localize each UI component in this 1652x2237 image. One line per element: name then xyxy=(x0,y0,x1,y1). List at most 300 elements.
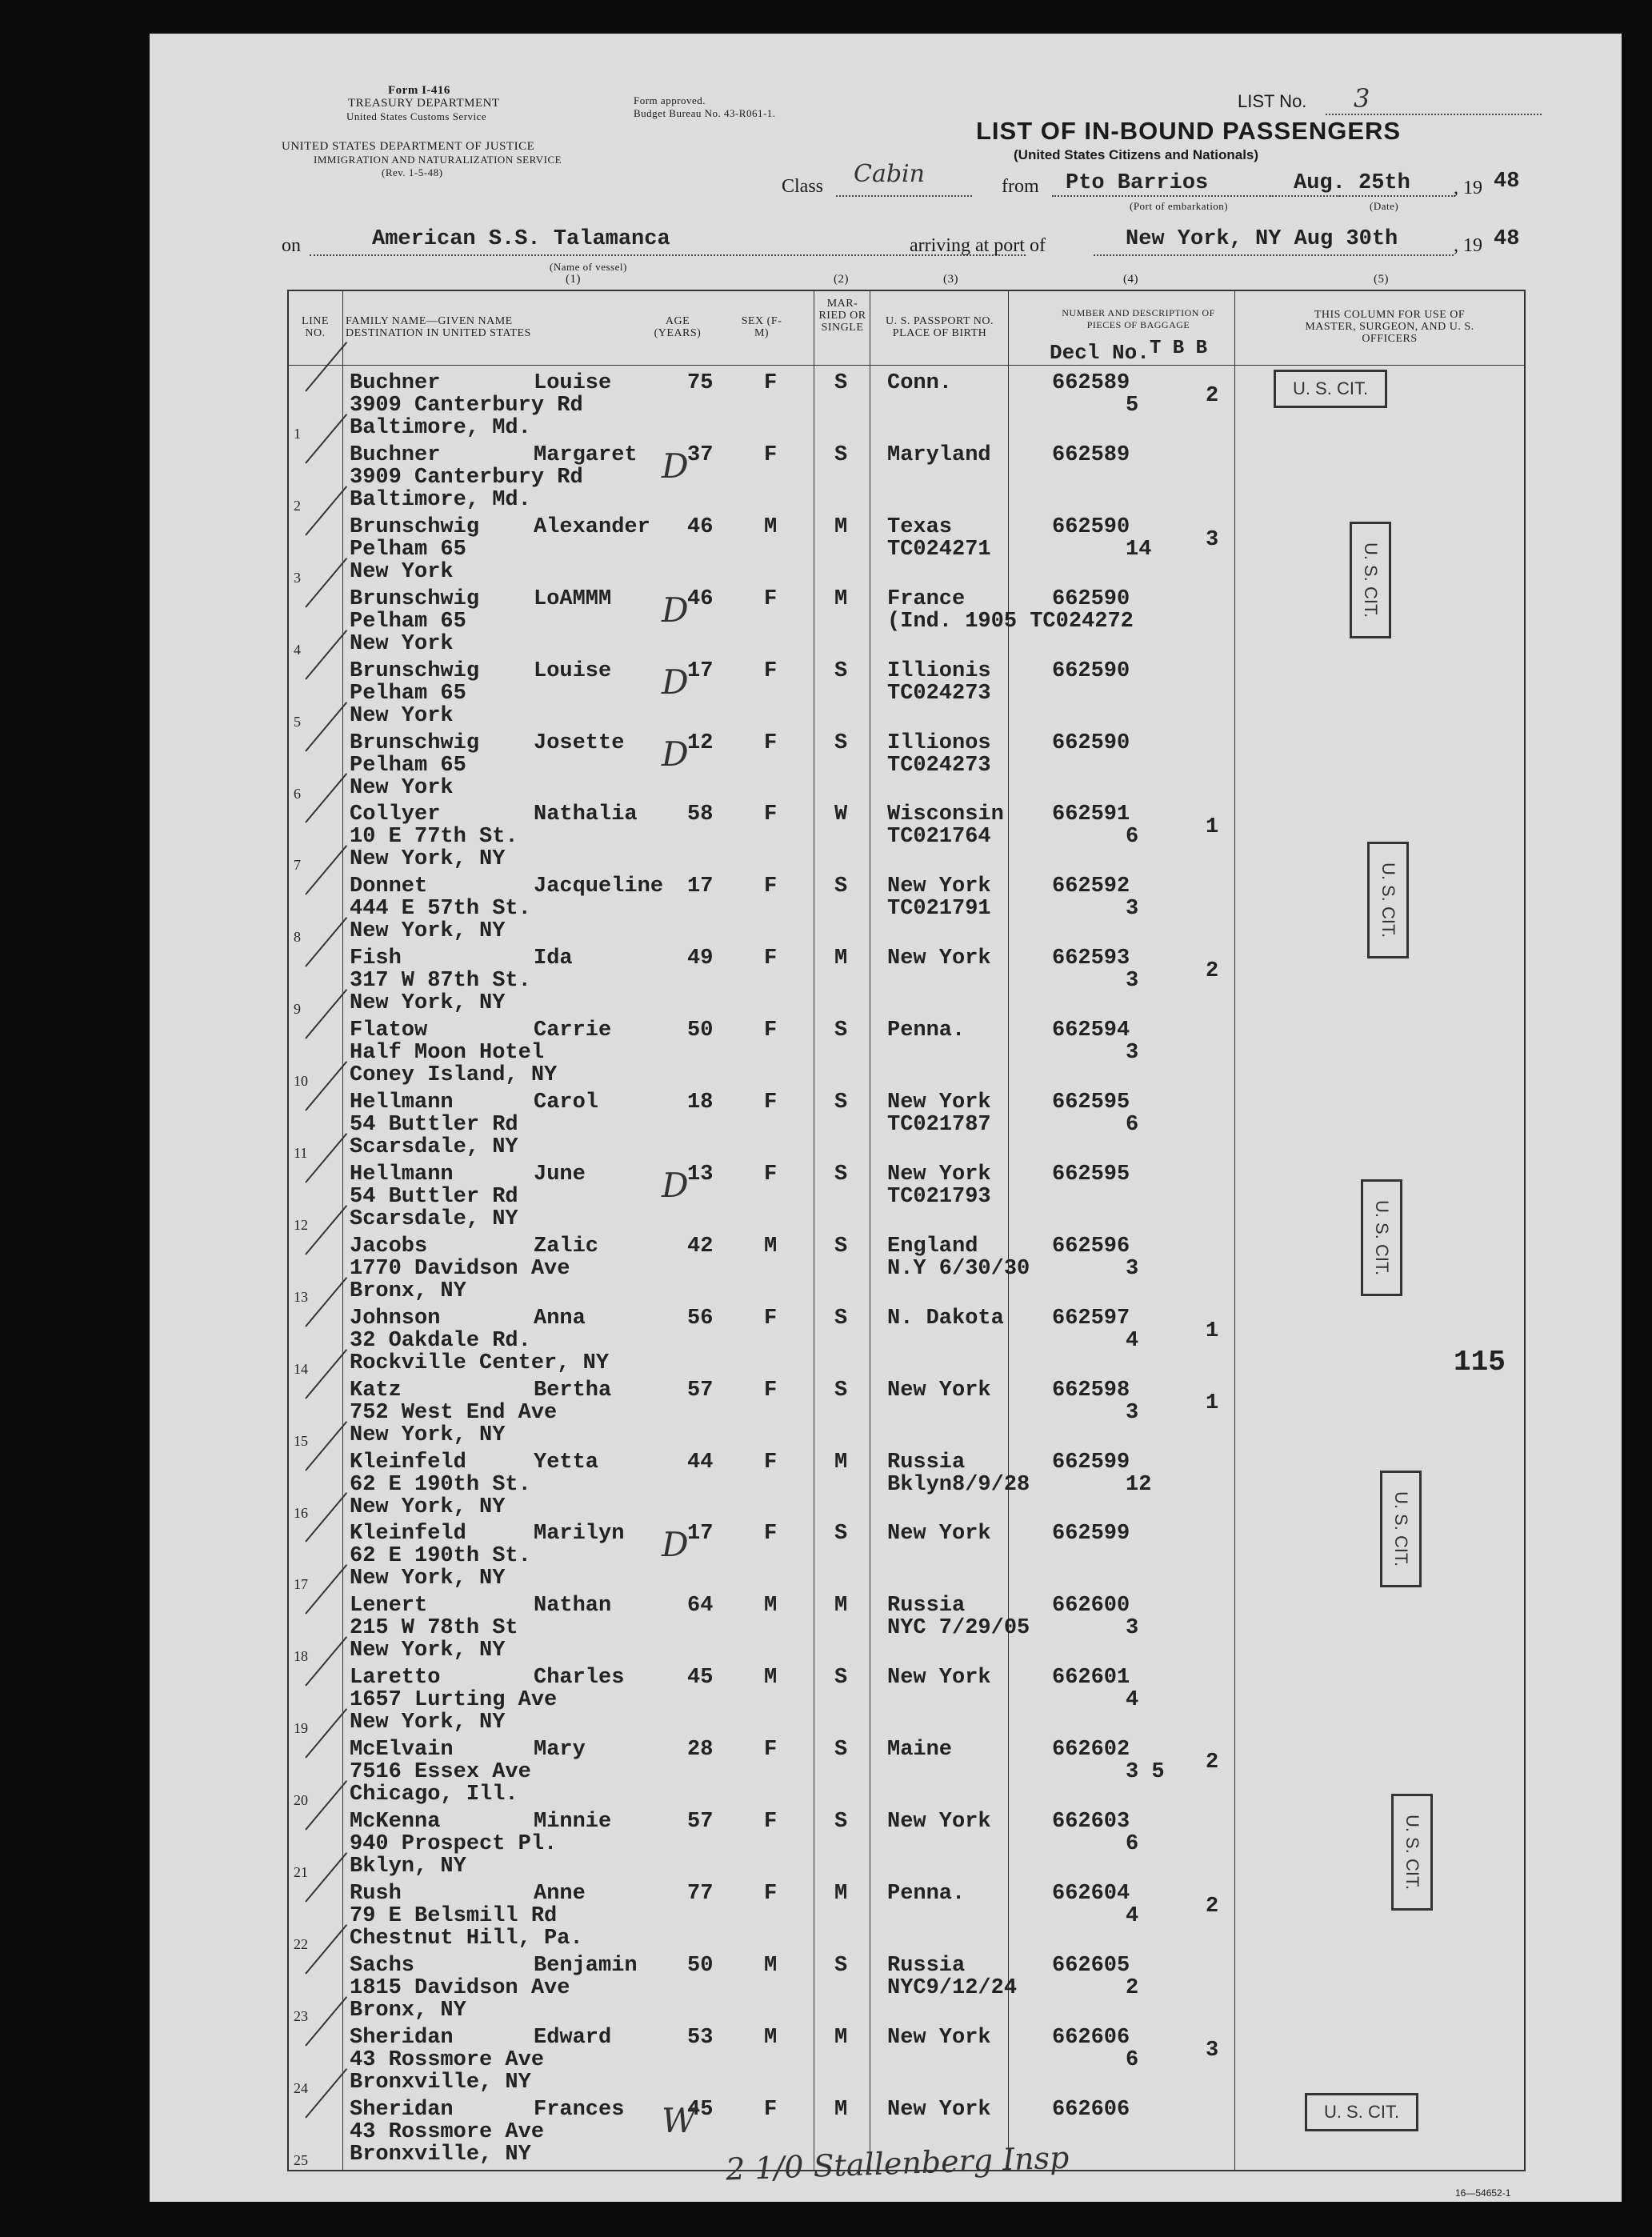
sex: F xyxy=(764,1090,778,1114)
table-row xyxy=(150,1014,1622,1090)
passport-number: TC021791 xyxy=(887,897,991,922)
from-label: from xyxy=(1002,176,1039,197)
inspector-mark: D xyxy=(662,590,689,630)
passport-number: TC024273 xyxy=(887,681,991,706)
address-line-2: Baltimore, Md. xyxy=(350,487,531,512)
baggage-trunks: 14 xyxy=(1126,537,1152,562)
address-line-1: 7516 Essex Ave xyxy=(350,1760,531,1785)
declaration-number: 662589 xyxy=(1052,371,1130,395)
family-name: Brunschwig xyxy=(350,586,480,611)
line-number: 15 xyxy=(294,1432,308,1449)
sex: F xyxy=(764,1018,778,1043)
given-name: Louise xyxy=(534,658,612,683)
address-line-2: Bronx, NY xyxy=(350,1998,466,2023)
sex: M xyxy=(764,1234,778,1259)
baggage-bags: 3 xyxy=(1206,527,1219,552)
class-value: Cabin xyxy=(854,160,925,188)
header-baggage-sub: T B B xyxy=(1150,338,1208,359)
form-number: Form I-416 xyxy=(388,84,450,97)
address-line-1: 54 Buttler Rd xyxy=(350,1184,518,1209)
marital-status: M xyxy=(834,2097,848,2122)
declaration-number: 662595 xyxy=(1052,1162,1130,1187)
inspector-mark: D xyxy=(662,734,689,774)
birthplace: New York xyxy=(887,2025,991,2050)
line-number: 18 xyxy=(294,1648,308,1665)
column-number: (1) xyxy=(566,273,581,286)
birthplace: Russia xyxy=(887,1953,966,1978)
list-label: LIST No. xyxy=(1238,91,1307,111)
table-row xyxy=(150,1589,1622,1665)
given-name: Jacqueline xyxy=(534,874,664,899)
marital-status: M xyxy=(834,1594,848,1619)
declaration-number: 662590 xyxy=(1052,586,1130,611)
birthplace: Illionos xyxy=(887,730,991,755)
declaration-number: 662599 xyxy=(1052,1522,1130,1547)
given-name: Nathan xyxy=(534,1594,612,1619)
line-number: 1 xyxy=(294,426,301,442)
arrival-year-suffix: 48 xyxy=(1494,227,1520,251)
baggage-trunks: 4 xyxy=(1126,1328,1139,1353)
age: 44 xyxy=(687,1450,714,1475)
marital-status: S xyxy=(834,1090,848,1114)
age: 46 xyxy=(687,514,714,539)
ins-service: IMMIGRATION AND NATURALIZATION SERVICE xyxy=(314,154,562,166)
age: 64 xyxy=(687,1594,714,1619)
address-line-2: Bklyn, NY xyxy=(350,1855,466,1879)
given-name: Yetta xyxy=(534,1450,599,1475)
age: 50 xyxy=(687,1018,714,1043)
age: 45 xyxy=(687,2097,714,2122)
given-name: Josette xyxy=(534,730,625,755)
line-number: 17 xyxy=(294,1576,308,1593)
marital-status: S xyxy=(834,1953,848,1978)
header-name: FAMILY NAME—GIVEN NAME DESTINATION IN UNITED STATES xyxy=(346,315,531,339)
line-number: 3 xyxy=(294,569,301,586)
sex: F xyxy=(764,1738,778,1763)
table-row xyxy=(150,1661,1622,1737)
address-line-1: Pelham 65 xyxy=(350,753,466,778)
address-line-1: 32 Oakdale Rd. xyxy=(350,1328,531,1353)
declaration-number: 662590 xyxy=(1052,658,1130,683)
baggage-trunks: 3 5 xyxy=(1126,1760,1165,1785)
marital-status: M xyxy=(834,1450,848,1475)
declaration-number: 662604 xyxy=(1052,1881,1130,1906)
marital-status: M xyxy=(834,586,848,611)
given-name: Anne xyxy=(534,1881,586,1906)
inspector-mark: D xyxy=(662,662,689,702)
declaration-number: 662596 xyxy=(1052,1234,1130,1259)
line-number: 4 xyxy=(294,641,301,658)
line-number: 10 xyxy=(294,1073,308,1090)
baggage-trunks: 3 xyxy=(1126,1616,1139,1641)
declaration-number: 662597 xyxy=(1052,1306,1130,1331)
arrival-underline xyxy=(1094,254,1454,256)
header-bottom-border xyxy=(287,365,1526,366)
birthplace: New York xyxy=(887,946,991,971)
table-row xyxy=(150,726,1622,802)
address-line-2: New York, NY xyxy=(350,1567,506,1591)
line-number: 20 xyxy=(294,1792,308,1809)
given-name: LoAMMM xyxy=(534,586,612,611)
line-number: 21 xyxy=(294,1864,308,1880)
baggage-bags: 3 xyxy=(1206,2038,1219,2063)
address-line-2: New York, NY xyxy=(350,919,506,944)
table-row xyxy=(150,1949,1622,2024)
birthplace: New York xyxy=(887,874,991,899)
given-name: Alexander xyxy=(534,514,650,539)
us-citizen-stamp: U. S. CIT. xyxy=(1367,842,1409,958)
marital-status: M xyxy=(834,514,848,539)
table-row xyxy=(150,1302,1622,1377)
baggage-trunks: 5 xyxy=(1126,394,1139,418)
table-row xyxy=(150,654,1622,730)
sex: F xyxy=(764,946,778,971)
address-line-1: 54 Buttler Rd xyxy=(350,1113,518,1137)
line-number: 24 xyxy=(294,2079,308,2096)
birthplace: New York xyxy=(887,1162,991,1187)
family-name: Donnet xyxy=(350,874,428,899)
family-name: Buchner xyxy=(350,442,441,467)
table-row xyxy=(150,1086,1622,1161)
inspector-mark: D xyxy=(662,446,689,486)
header-age: AGE (YEARS) xyxy=(654,315,702,339)
line-number: 2 xyxy=(294,497,301,514)
declaration-number: 662606 xyxy=(1052,2025,1130,2050)
baggage-bags: 1 xyxy=(1206,815,1219,840)
address-line-2: Baltimore, Md. xyxy=(350,416,531,440)
age: 56 xyxy=(687,1306,714,1331)
header-married: MAR-RIED OR SINGLE xyxy=(818,298,866,334)
baggage-trunks: 4 xyxy=(1126,1903,1139,1928)
sex: M xyxy=(764,1594,778,1619)
marital-status: S xyxy=(834,1162,848,1187)
baggage-trunks: 3 xyxy=(1126,1041,1139,1066)
column-number: (2) xyxy=(834,273,849,286)
marital-status: M xyxy=(834,946,848,971)
age: 18 xyxy=(687,1090,714,1114)
baggage-trunks: 3 xyxy=(1126,1400,1139,1425)
baggage-trunks: 6 xyxy=(1126,1832,1139,1856)
sex: F xyxy=(764,1810,778,1834)
baggage-bags: 2 xyxy=(1206,959,1219,984)
age: 13 xyxy=(687,1162,714,1187)
list-number: 3 xyxy=(1354,83,1370,114)
line-number: 19 xyxy=(294,1720,308,1737)
birthplace: New York xyxy=(887,1090,991,1114)
on-label: on xyxy=(282,235,301,256)
given-name: Zalic xyxy=(534,1234,599,1259)
family-name: Lenert xyxy=(350,1594,428,1619)
declaration-number: 662594 xyxy=(1052,1018,1130,1043)
sex: F xyxy=(764,874,778,899)
us-citizen-stamp: U. S. CIT. xyxy=(1350,522,1391,638)
declaration-number: 662590 xyxy=(1052,514,1130,539)
birthplace: Maryland xyxy=(887,442,991,467)
age: 58 xyxy=(687,802,714,827)
given-name: Bertha xyxy=(534,1378,612,1403)
header-sex: SEX (F-M) xyxy=(741,315,782,339)
line-number: 13 xyxy=(294,1288,308,1305)
age: 50 xyxy=(687,1953,714,1978)
sex: F xyxy=(764,1306,778,1331)
line-number: 6 xyxy=(294,785,301,802)
passport-number: TC021793 xyxy=(887,1184,991,1209)
declaration-number: 662593 xyxy=(1052,946,1130,971)
birthplace: Penna. xyxy=(887,1881,966,1906)
birthplace: Illionis xyxy=(887,658,991,683)
family-name: Sheridan xyxy=(350,2025,454,2050)
family-name: Kleinfeld xyxy=(350,1522,466,1547)
check-mark xyxy=(305,342,347,392)
age: 57 xyxy=(687,1810,714,1834)
birthplace: Wisconsin xyxy=(887,802,1004,827)
baggage-bags: 2 xyxy=(1206,1894,1219,1919)
declaration-number: 662589 xyxy=(1052,442,1130,467)
declaration-number: 662606 xyxy=(1052,2097,1130,2122)
given-name: Carol xyxy=(534,1090,599,1114)
given-name: Margaret xyxy=(534,442,638,467)
passport-number: TC024271 xyxy=(887,537,991,562)
birthplace: France xyxy=(887,586,966,611)
family-name: McKenna xyxy=(350,1810,441,1834)
address-line-1: 1657 Lurting Ave xyxy=(350,1688,558,1713)
sex: F xyxy=(764,802,778,827)
list-underline xyxy=(1326,114,1542,115)
inspector-mark: W xyxy=(662,2100,697,2140)
address-line-1: 215 W 78th St xyxy=(350,1616,518,1641)
marital-status: S xyxy=(834,1378,848,1403)
address-line-1: Pelham 65 xyxy=(350,609,466,634)
birthplace: England xyxy=(887,1234,978,1259)
declaration-number: 662601 xyxy=(1052,1666,1130,1691)
address-line-1: 3909 Canterbury Rd xyxy=(350,394,583,418)
address-line-2: New York, NY xyxy=(350,1639,506,1663)
birthplace: New York xyxy=(887,1666,991,1691)
baggage-trunks: 12 xyxy=(1126,1472,1152,1497)
arrival-port-date: New York, NY Aug 30th xyxy=(1126,227,1398,251)
baggage-trunks: 3 xyxy=(1126,897,1139,922)
birthplace: N. Dakota xyxy=(887,1306,1004,1331)
given-name: Edward xyxy=(534,2025,612,2050)
inspector-mark: D xyxy=(662,1165,689,1205)
passport-number: TC021764 xyxy=(887,825,991,850)
line-number: 14 xyxy=(294,1360,308,1377)
arrival-year-prefix: , 19 xyxy=(1454,235,1482,256)
age: 37 xyxy=(687,442,714,467)
address-line-1: 62 E 190th St. xyxy=(350,1472,531,1497)
marital-status: S xyxy=(834,1234,848,1259)
sex: F xyxy=(764,2097,778,2122)
address-line-2: New York xyxy=(350,703,454,728)
table-top-border xyxy=(287,290,1526,291)
address-line-2: New York xyxy=(350,559,454,584)
arriving-label: arriving at port of xyxy=(910,235,1046,256)
sex: F xyxy=(764,1450,778,1475)
given-name: Marilyn xyxy=(534,1522,625,1547)
declaration-number: 662599 xyxy=(1052,1450,1130,1475)
address-line-1: 940 Prospect Pl. xyxy=(350,1832,558,1856)
header-decl: Decl No. xyxy=(1050,341,1150,365)
year-suffix: 48 xyxy=(1494,170,1520,194)
family-name: Kleinfeld xyxy=(350,1450,466,1475)
given-name: Mary xyxy=(534,1738,586,1763)
birthplace: Penna. xyxy=(887,1018,966,1043)
address-line-2: New York xyxy=(350,631,454,656)
approval-line-1: Form approved. xyxy=(634,94,706,106)
address-line-1: Pelham 65 xyxy=(350,537,466,562)
address-line-2: Chicago, Ill. xyxy=(350,1783,518,1807)
sex: F xyxy=(764,586,778,611)
given-name: Nathalia xyxy=(534,802,638,827)
family-name: Buchner xyxy=(350,371,441,395)
age: 17 xyxy=(687,658,714,683)
address-line-1: 752 West End Ave xyxy=(350,1400,558,1425)
marital-status: S xyxy=(834,1810,848,1834)
address-line-1: 43 Rossmore Ave xyxy=(350,2047,545,2072)
header-line-no: LINE NO. xyxy=(302,315,329,339)
address-line-1: 43 Rossmore Ave xyxy=(350,2119,545,2144)
address-line-2: Coney Island, NY xyxy=(350,1063,558,1088)
family-name: Sachs xyxy=(350,1953,415,1978)
age: 12 xyxy=(687,730,714,755)
line-number: 22 xyxy=(294,1935,308,1952)
family-name: Brunschwig xyxy=(350,730,480,755)
given-name: June xyxy=(534,1162,586,1187)
passport-number: NYC 7/29/05 xyxy=(887,1616,1030,1641)
address-line-2: New York, NY xyxy=(350,1711,506,1735)
sex: M xyxy=(764,1666,778,1691)
us-citizen-stamp: U. S. CIT. xyxy=(1380,1471,1422,1587)
marital-status: M xyxy=(834,2025,848,2050)
birthplace: Conn. xyxy=(887,371,953,395)
marital-status: S xyxy=(834,442,848,467)
address-line-2: Chestnut Hill, Pa. xyxy=(350,1926,583,1951)
year-prefix: , 19 xyxy=(1454,178,1482,198)
sex: F xyxy=(764,1522,778,1547)
class-label: Class xyxy=(782,176,824,197)
address-line-1: 444 E 57th St. xyxy=(350,897,531,922)
family-name: Hellmann xyxy=(350,1090,454,1114)
margin-number: 115 xyxy=(1454,1346,1506,1379)
table-row xyxy=(150,2021,1622,2096)
family-name: Sheridan xyxy=(350,2097,454,2122)
declaration-number: 662591 xyxy=(1052,802,1130,827)
birthplace: Russia xyxy=(887,1450,966,1475)
family-name: Jacobs xyxy=(350,1234,428,1259)
sex: F xyxy=(764,371,778,395)
table-row xyxy=(150,582,1622,658)
sex: F xyxy=(764,1378,778,1403)
family-name: Brunschwig xyxy=(350,514,480,539)
marital-status: S xyxy=(834,1738,848,1763)
birthplace: Maine xyxy=(887,1738,953,1763)
date-caption: (Date) xyxy=(1370,200,1399,212)
address-line-2: New York, NY xyxy=(350,1423,506,1447)
age: 17 xyxy=(687,1522,714,1547)
declaration-number: 662605 xyxy=(1052,1953,1130,1978)
address-line-2: Bronxville, NY xyxy=(350,2070,531,2095)
line-number: 25 xyxy=(294,2151,308,2168)
age: 45 xyxy=(687,1666,714,1691)
birthplace: New York xyxy=(887,2097,991,2122)
passport-number: N.Y 6/30/30 xyxy=(887,1256,1030,1281)
passport-number: NYC9/12/24 xyxy=(887,1975,1018,2000)
table-row xyxy=(150,1374,1622,1449)
marital-status: S xyxy=(834,1666,848,1691)
marital-status: M xyxy=(834,1881,848,1906)
given-name: Anna xyxy=(534,1306,586,1331)
passport-number: (Ind. 1905 TC024272 xyxy=(887,609,1134,634)
declaration-number: 662592 xyxy=(1052,874,1130,899)
us-citizen-stamp: U. S. CIT. xyxy=(1361,1179,1402,1296)
inspector-signature: 2 1/0 Stallenberg Insp xyxy=(725,2139,1070,2187)
family-name: Johnson xyxy=(350,1306,441,1331)
address-line-1: 79 E Belsmill Rd xyxy=(350,1903,558,1928)
birthplace: Russia xyxy=(887,1594,966,1619)
address-line-2: New York, NY xyxy=(350,847,506,872)
family-name: Collyer xyxy=(350,802,441,827)
address-line-2: Scarsdale, NY xyxy=(350,1135,518,1159)
birthplace: New York xyxy=(887,1810,991,1834)
sex: M xyxy=(764,1953,778,1978)
baggage-bags: 1 xyxy=(1206,1391,1219,1415)
declaration-number: 662602 xyxy=(1052,1738,1130,1763)
age: 42 xyxy=(687,1234,714,1259)
address-line-1: 3909 Canterbury Rd xyxy=(350,465,583,490)
address-line-2: Bronxville, NY xyxy=(350,2142,531,2167)
given-name: Minnie xyxy=(534,1810,612,1834)
header-officers: THIS COLUMN FOR USE OF MASTER, SURGEON, AND U. S. OFFICERS xyxy=(1305,309,1474,345)
table-row xyxy=(150,438,1622,514)
us-citizen-stamp: U. S. CIT. xyxy=(1274,370,1387,408)
marital-status: S xyxy=(834,730,848,755)
baggage-trunks: 4 xyxy=(1126,1688,1139,1713)
baggage-trunks: 6 xyxy=(1126,1113,1139,1137)
declaration-number: 662590 xyxy=(1052,730,1130,755)
age: 57 xyxy=(687,1378,714,1403)
header-baggage: NUMBER AND DESCRIPTION OF PIECES OF BAGGAGE xyxy=(1062,307,1215,330)
header-passport: U. S. PASSPORT NO. PLACE OF BIRTH xyxy=(886,315,994,339)
treasury-dept: TREASURY DEPARTMENT xyxy=(348,97,500,110)
address-line-1: 317 W 87th St. xyxy=(350,969,531,994)
revision: (Rev. 1-5-48) xyxy=(382,166,443,178)
age: 53 xyxy=(687,2025,714,2050)
marital-status: S xyxy=(834,874,848,899)
declaration-number: 662598 xyxy=(1052,1378,1130,1403)
baggage-trunks: 2 xyxy=(1126,1975,1139,2000)
approval-line-2: Budget Bureau No. 43-R061-1. xyxy=(634,107,776,119)
address-line-2: New York xyxy=(350,775,454,800)
age: 17 xyxy=(687,874,714,899)
age: 28 xyxy=(687,1738,714,1763)
baggage-trunks: 3 xyxy=(1126,1256,1139,1281)
given-name: Frances xyxy=(534,2097,625,2122)
sex: F xyxy=(764,442,778,467)
table-row xyxy=(150,366,1622,442)
given-name: Benjamin xyxy=(534,1953,638,1978)
manifest-subtitle: (United States Citizens and Nationals) xyxy=(1014,147,1259,162)
family-name: McElvain xyxy=(350,1738,454,1763)
age: 77 xyxy=(687,1881,714,1906)
departure-date: Aug. 25th xyxy=(1294,171,1410,195)
customs-service: United States Customs Service xyxy=(346,110,487,122)
age: 49 xyxy=(687,946,714,971)
birthplace: Texas xyxy=(887,514,953,539)
family-name: Katz xyxy=(350,1378,402,1403)
family-name: Hellmann xyxy=(350,1162,454,1187)
declaration-number: 662603 xyxy=(1052,1810,1130,1834)
port-of-embarkation: Pto Barrios xyxy=(1066,171,1209,195)
